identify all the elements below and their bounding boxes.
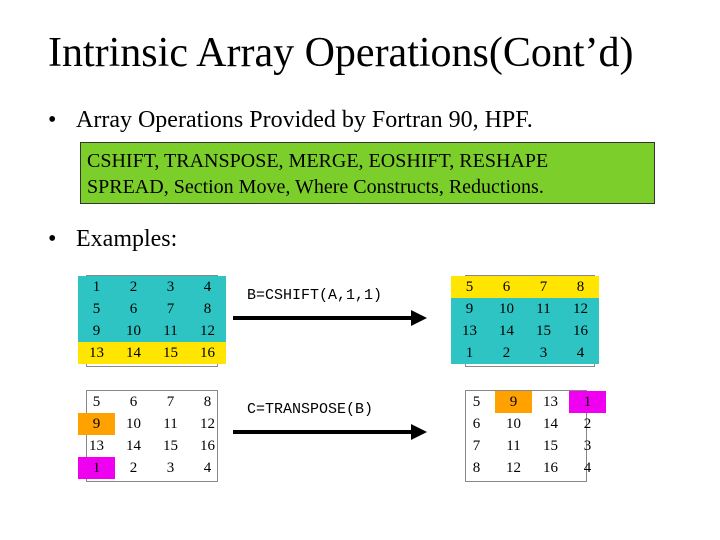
matrix-c — [458, 391, 606, 479]
matrix-cell: 15 — [163, 344, 178, 361]
bullet-marker: • — [48, 226, 57, 252]
matrix-cell: 7 — [472, 437, 481, 454]
matrix-cell: 11 — [536, 300, 551, 317]
operations-box — [80, 142, 655, 204]
matrix-cell: 6 — [502, 278, 511, 295]
matrix-cell: 1 — [465, 344, 474, 361]
matrix-cell: 8 — [576, 278, 585, 295]
matrix-cell: 4 — [203, 459, 212, 476]
matrix-cell: 16 — [200, 344, 215, 361]
transpose-label: C=TRANSPOSE(B) — [247, 401, 374, 418]
matrix-cell: 2 — [583, 415, 592, 432]
matrix-cell: 3 — [539, 344, 548, 361]
matrix-cell: 2 — [502, 344, 511, 361]
matrix-cell: 7 — [166, 300, 175, 317]
matrix-cell: 5 — [465, 278, 474, 295]
matrix-b-result — [451, 276, 599, 364]
matrix-cell: 13 — [543, 393, 558, 410]
matrix-cell: 6 — [472, 415, 481, 432]
matrix-b — [78, 391, 226, 479]
matrix-cell: 14 — [126, 344, 141, 361]
matrix-cell: 15 — [536, 322, 551, 339]
matrix-cell: 4 — [203, 278, 212, 295]
bullet-provided-text: Array Operations Provided by Fortran 90, HPF. — [76, 107, 533, 133]
matrix-cell: 3 — [166, 278, 175, 295]
matrix-cell: 13 — [89, 344, 104, 361]
bullet-marker: • — [48, 107, 57, 133]
bullet-provided — [48, 108, 533, 132]
matrix-cell: 16 — [200, 437, 215, 454]
matrix-cell: 1 — [92, 278, 101, 295]
matrix-cell: 6 — [129, 300, 138, 317]
matrix-cell: 12 — [200, 415, 215, 432]
matrix-cell: 12 — [200, 322, 215, 339]
matrix-cell: 14 — [543, 415, 558, 432]
transpose-arrow-icon — [233, 430, 413, 434]
matrix-cell: 14 — [499, 322, 514, 339]
matrix-cell: 10 — [499, 300, 514, 317]
matrix-cell-highlight: 1 — [78, 457, 115, 479]
matrix-cell: 13 — [462, 322, 477, 339]
matrix-cell: 3 — [583, 437, 592, 454]
matrix-cell: 11 — [506, 437, 521, 454]
matrix-cell: 15 — [163, 437, 178, 454]
slide-title: Intrinsic Array Operations(Cont’d) — [48, 30, 634, 76]
matrix-cell: 4 — [583, 459, 592, 476]
matrix-cell: 9 — [465, 300, 474, 317]
matrix-cell: 7 — [539, 278, 548, 295]
cshift-label: B=CSHIFT(A,1,1) — [247, 287, 383, 304]
matrix-cell: 5 — [92, 300, 101, 317]
cshift-arrow-icon — [233, 316, 413, 320]
matrix-cell: 5 — [472, 393, 481, 410]
matrix-cell: 7 — [166, 393, 175, 410]
matrix-cell: 12 — [506, 459, 521, 476]
operations-line-1: CSHIFT, TRANSPOSE, MERGE, EOSHIFT, RESHAPE — [87, 150, 549, 172]
matrix-cell: 10 — [506, 415, 521, 432]
matrix-cell-highlight: 9 — [78, 413, 115, 435]
matrix-cell: 16 — [573, 322, 588, 339]
matrix-cell: 5 — [92, 393, 101, 410]
matrix-cell: 2 — [129, 459, 138, 476]
matrix-cell: 16 — [543, 459, 558, 476]
operations-line-2: SPREAD, Section Move, Where Constructs, Reductions. — [87, 176, 544, 198]
matrix-cell: 10 — [126, 322, 141, 339]
matrix-cell: 13 — [89, 437, 104, 454]
matrix-cell: 14 — [126, 437, 141, 454]
matrix-cell: 8 — [203, 300, 212, 317]
matrix-cell: 8 — [203, 393, 212, 410]
matrix-a — [78, 276, 226, 364]
matrix-cell: 2 — [129, 278, 138, 295]
bullet-examples — [48, 227, 177, 251]
matrix-cell: 11 — [163, 322, 178, 339]
matrix-cell: 9 — [92, 322, 101, 339]
matrix-cell-highlight: 9 — [495, 391, 532, 413]
bullet-examples-text: Examples: — [76, 226, 178, 252]
matrix-cell: 8 — [472, 459, 481, 476]
matrix-cell: 4 — [576, 344, 585, 361]
matrix-cell: 11 — [163, 415, 178, 432]
matrix-cell: 3 — [166, 459, 175, 476]
matrix-cell: 15 — [543, 437, 558, 454]
matrix-cell: 6 — [129, 393, 138, 410]
matrix-cell: 12 — [573, 300, 588, 317]
matrix-cell: 10 — [126, 415, 141, 432]
matrix-cell-highlight: 1 — [569, 391, 606, 413]
